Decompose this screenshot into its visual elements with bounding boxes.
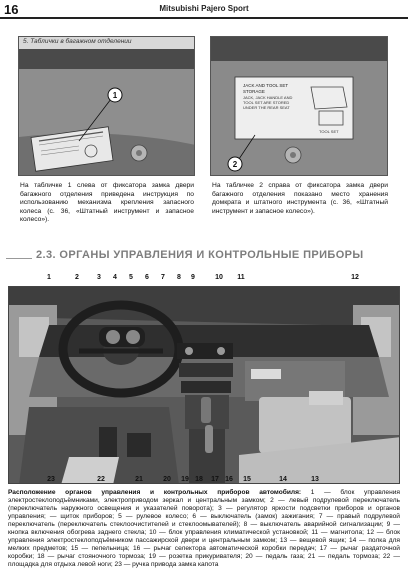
callout-top-4: 4 (113, 274, 117, 281)
callout-top-12: 12 (351, 274, 359, 281)
callout-bottom-20: 20 (163, 476, 171, 483)
section-title-text: ОРГАНЫ УПРАВЛЕНИЯ И КОНТРОЛЬНЫЕ ПРИБОРЫ (59, 249, 364, 261)
section-title (36, 249, 364, 261)
caption-right: На табличке 2 справа от фиксатора замка двери багажного отделения показано место хранения домкрата и штатного инструмента (с. 36, «Штатный инструмент и запасное колесо»). (212, 182, 388, 215)
dashboard-caption-lead: Расположение органов управления и контрольных приборов автомобиля: (8, 489, 302, 496)
callout-top-11: 11 (237, 274, 245, 281)
trunk-right-illustration (211, 37, 388, 176)
callout-bottom-22: 22 (97, 476, 105, 483)
callout-top-8: 8 (177, 274, 181, 281)
trunk-left-illustration (19, 37, 195, 176)
dashboard-caption (8, 489, 400, 569)
caption-left: На табличке 1 слева от фиксатора замка двери багажного отделения приведена инструкция по использованию механизма крепления запасного колеса (с. 36, «Штатный инструмент и запасное колесо»). (20, 182, 194, 224)
trunk-photo-strip: 5. Таблички в багажном отделении (19, 37, 195, 49)
callouts-bottom-row (8, 476, 400, 488)
callout-bottom-18: 18 (195, 476, 203, 483)
dashboard-illustration (9, 287, 400, 484)
callout-top-3: 3 (97, 274, 101, 281)
callout-bottom-15: 15 (243, 476, 251, 483)
callout-top-9: 9 (191, 274, 195, 281)
section-number: 2.3. (36, 249, 56, 261)
callout-top-7: 7 (161, 274, 165, 281)
callout-1-label: 1 (112, 91, 118, 100)
dashboard-photo (8, 286, 400, 484)
callout-bottom-14: 14 (279, 476, 287, 483)
svg-text:JACK, JACK HANDLE AND: JACK, JACK HANDLE AND (243, 95, 293, 100)
callout-2-label: 2 (232, 160, 238, 169)
callout-bottom-19: 19 (181, 476, 189, 483)
callout-bottom-23: 23 (47, 476, 55, 483)
svg-text:TOOL SET: TOOL SET (319, 129, 339, 134)
header-rule (0, 17, 408, 19)
svg-text:JACK AND TOOL SET: JACK AND TOOL SET (243, 83, 289, 88)
callout-top-6: 6 (145, 274, 149, 281)
svg-text:STORAGE: STORAGE (243, 89, 265, 94)
trunk-label-photo-right (210, 36, 388, 176)
callout-top-1: 1 (47, 274, 51, 281)
trunk-label-photo-left (18, 36, 195, 176)
running-head: Mitsubishi Pajero Sport (159, 4, 249, 13)
dashboard-caption-body: 1 — блок управления электростеклоподъёмниками, электроприводом зеркал и центральным замком; 2 — левый подрулевой переключатель (переключатель наружного освещения и указателей поворота); 3 — регулятор яркости подсветки приборов и органов управления; — щиток приборов; 5 — рулевое колесо; 6 — выключатель (замок) зажигания; 7 — правый подрулевой переключатель (переключатель стеклоочистителей и стеклоомывателей); 8 — выключатель аварийной сигнализации; 9 — кнопка включения обогрева заднего стекла; 10 — блок управления климатической установкой; 11 — магнитола; 12 — блок управления электростеклоподъёмником пассажирской двери и центральным замком; 13 — вещевой ящик; 14 — полка для мелких предметов; 15 — пепельница; 16 — рычаг селектора автоматической коробки передач; 17 — рычаг раздаточной коробки; 18 — рычаг стояночного тормоза; 19 — розетка прикуривателя; 20 — педаль газа; 21 — педаль тормоза; 22 — площадка для отдыха левой ноги; 23 — ручка привода замка капота (8, 489, 400, 568)
section-rule (6, 258, 32, 259)
callout-bottom-16: 16 (225, 476, 233, 483)
callout-top-10: 10 (215, 274, 223, 281)
callout-bottom-17: 17 (211, 476, 219, 483)
page-header (0, 0, 408, 24)
svg-text:UNDER THE REAR SEAT: UNDER THE REAR SEAT (243, 105, 290, 110)
callout-top-5: 5 (129, 274, 133, 281)
callout-bottom-21: 21 (135, 476, 143, 483)
page-number: 16 (4, 2, 19, 17)
callouts-top-row (8, 274, 400, 286)
callout-bottom-13: 13 (311, 476, 319, 483)
svg-text:TOOL SET ARE STORED: TOOL SET ARE STORED (243, 100, 290, 105)
callout-top-2: 2 (75, 274, 79, 281)
